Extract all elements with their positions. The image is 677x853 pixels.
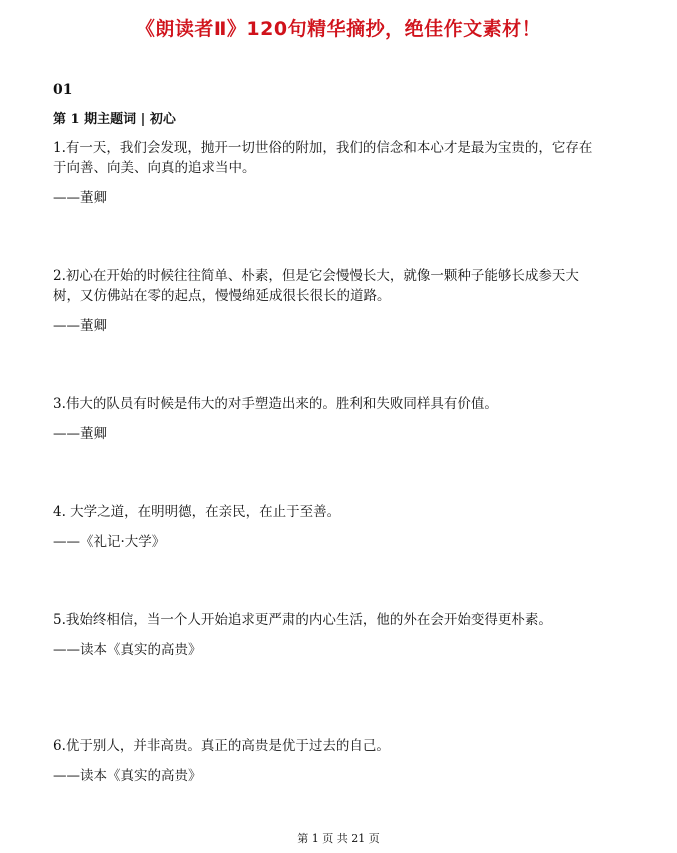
theme-heading: 第 1 期主题词 | 初心 xyxy=(53,112,176,127)
quote-author: ——董卿 xyxy=(53,426,107,442)
quote-author: ——读本《真实的高贵》 xyxy=(53,768,202,784)
quote-text: 4. 大学之道，在明明德，在亲民，在止于至善。 xyxy=(53,504,341,520)
quote-text: 3.伟大的队员有时候是伟大的对手塑造出来的。胜利和失败同样具有价值。 xyxy=(53,396,498,412)
quote-block-2 xyxy=(53,266,593,336)
quote-block-3 xyxy=(53,394,593,444)
quote-text: 6.优于别人，并非高贵。真正的高贵是优于过去的自己。 xyxy=(53,738,390,754)
quote-text: 1.有一天，我们会发现，抛开一切世俗的附加，我们的信念和本心才是最为宝贵的，它存在于向善、向美、向真的追求当中。 xyxy=(53,140,593,176)
quote-author: ——读本《真实的高贵》 xyxy=(53,642,202,658)
document-body xyxy=(53,80,593,784)
quote-text: 5.我始终相信，当一个人开始追求更严肃的内心生活，他的外在会开始变得更朴素。 xyxy=(53,612,552,628)
quote-author: ——董卿 xyxy=(53,318,107,334)
page-footer: 第 1 页 共 21 页 xyxy=(297,832,380,845)
document-title: 《朗读者Ⅱ》120句精华摘抄，绝佳作文素材！ xyxy=(135,18,542,40)
quote-block-6 xyxy=(53,736,593,786)
quote-block-4 xyxy=(53,502,593,552)
quote-block-1 xyxy=(53,138,593,208)
quote-author: ——《礼记·大学》 xyxy=(53,534,166,550)
section-number: 01 xyxy=(53,82,73,98)
quote-block-5 xyxy=(53,610,593,660)
quote-text: 2.初心在开始的时候往往简单、朴素，但是它会慢慢长大，就像一颗种子能够长成参天大树，又仿佛站在零的起点，慢慢绵延成很长很长的道路。 xyxy=(53,268,579,304)
quote-author: ——董卿 xyxy=(53,190,107,206)
